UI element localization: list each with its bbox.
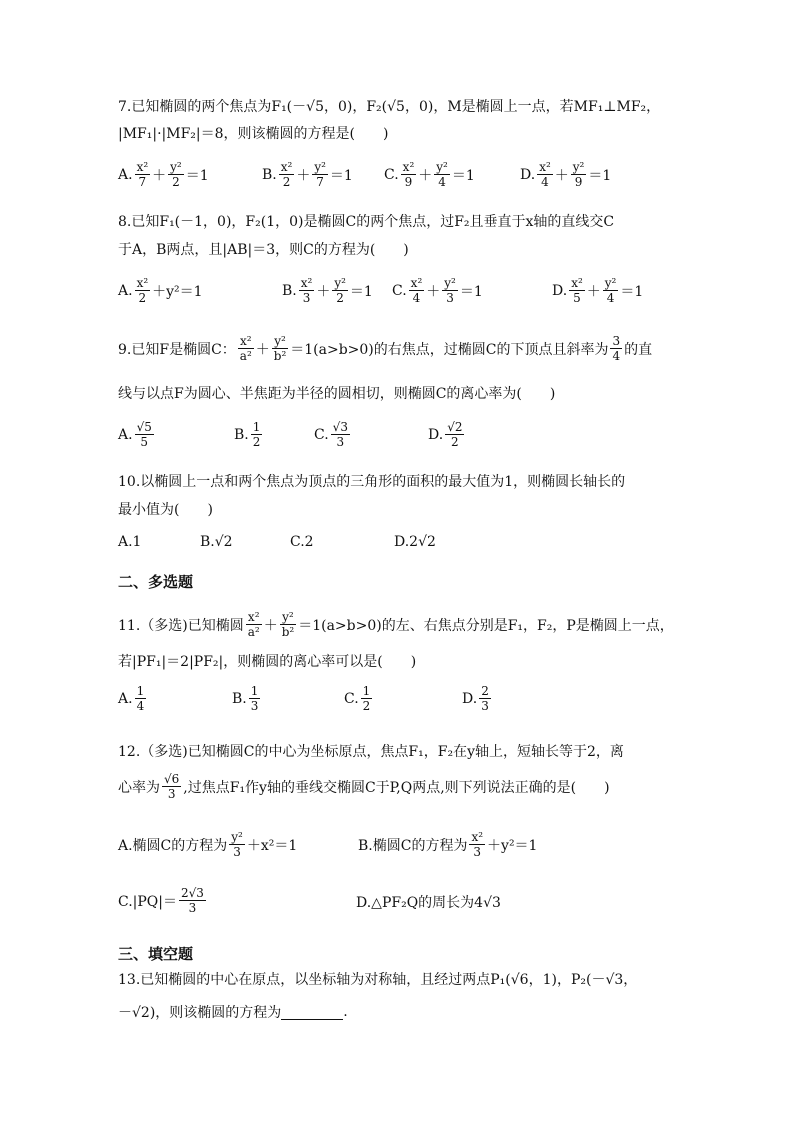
denominator: 7 (138, 175, 147, 189)
numerator: 1 (250, 684, 259, 698)
q11-text-post: ＝1(a>b>0)的左、右焦点分别是F₁，F₂，P是椭圆上一点， (298, 617, 674, 634)
q9-line1: 9.已知F是椭圆C： $\frac{\text{x²}}{\text{a²}}$ ＋ $\frac{\text{y²}}{\text{b²}}$ ＝1(a>b>0)的右焦点，过椭圆C的下顶点且斜率为 $\frac{3}{4}$ 的直 (118, 334, 653, 363)
equation-rhs: ＝1 (451, 167, 475, 184)
fraction (238, 334, 254, 363)
q9-text-pre: 9.已知F是椭圆C： (118, 341, 236, 358)
numerator: √3 (332, 420, 348, 434)
q13-text-pre: －√2)，则该椭圆的方程为 (118, 1005, 282, 1021)
option-label: D. (520, 166, 536, 183)
denominator: 4 (136, 699, 145, 713)
denominator: 5 (573, 291, 581, 305)
numerator: 2√3 (181, 886, 204, 900)
option-label: C. (384, 166, 399, 183)
fraction (135, 420, 154, 449)
q9-option-b[interactable] (234, 420, 264, 449)
fraction (179, 886, 206, 915)
option-label: A. (118, 690, 133, 707)
fraction (162, 772, 181, 801)
q8-line1: 8.已知F₁(－1，0)，F₂(1，0)是椭圆C的两个焦点，过F₂且垂直于x轴的直线交C (118, 214, 615, 230)
equation-rhs: ＝1 (329, 167, 353, 184)
denominator: 4 (541, 175, 549, 189)
denominator: 3 (302, 291, 311, 305)
denominator: 3 (473, 845, 482, 859)
denominator: 2 (172, 175, 180, 189)
denominator: 2 (252, 435, 261, 449)
fraction (610, 334, 622, 363)
option-text: A.椭圆C的方程为 (118, 837, 228, 854)
q8-option-c[interactable]: C. $\frac{\text{x²}}{4}$ ＋ $\frac{\text{y²}}{3}$ ＝1 (392, 276, 483, 305)
option-label: B. (262, 166, 277, 183)
section-heading-multiple-choice: 二、多选题 (118, 573, 194, 591)
option-label: D. (552, 282, 568, 299)
denominator: 3 (481, 699, 489, 713)
denominator: 9 (404, 175, 413, 189)
numerator: x² (247, 610, 260, 624)
denominator: 7 (316, 175, 324, 189)
q11-text-pre: 11.（多选)已知椭圆 (118, 617, 244, 634)
numerator: x² (239, 334, 252, 348)
denominator: 2 (138, 291, 147, 305)
q9-option-d[interactable] (428, 420, 466, 449)
fraction (571, 160, 587, 189)
q12-text-post: ,过焦点F₁作y轴的垂线交椭圆C于P,Q两点,则下列说法正确的是( ) (183, 779, 610, 796)
denominator: 3 (446, 291, 454, 305)
numerator: y² (334, 276, 346, 290)
q9-text-mid: ＝1(a>b>0)的右焦点，过椭圆C的下顶点且斜率为 (290, 341, 609, 358)
denominator: 4 (438, 175, 446, 189)
numerator: y² (231, 830, 243, 844)
numerator: x² (571, 276, 583, 290)
fraction (135, 160, 151, 189)
denominator: a² (247, 625, 260, 639)
denominator: 4 (606, 291, 615, 305)
answer-blank[interactable] (281, 1005, 343, 1020)
q7-option-b[interactable]: B. $\frac{\text{x²}}{2}$ ＋ $\frac{\text{y²}}{7}$ ＝1 (262, 160, 353, 189)
q11-option-d[interactable] (462, 684, 493, 713)
option-text: ＋y²＝1 (487, 837, 538, 854)
option-label: B. (234, 426, 249, 443)
numerator: x² (410, 276, 423, 290)
fraction (299, 276, 315, 305)
numerator: y² (274, 334, 286, 348)
fraction (135, 276, 151, 305)
option-label: B. (232, 690, 247, 707)
numerator: √2 (447, 420, 463, 434)
q8-option-d[interactable]: D. $\frac{\text{x²}}{5}$ ＋ $\frac{\text{y²}}{4}$ ＝1 (552, 276, 644, 305)
option-label: A. (118, 282, 133, 299)
denominator: 2 (451, 435, 459, 449)
option-label: A. (118, 166, 133, 183)
fraction (168, 160, 184, 189)
fraction (332, 276, 348, 305)
q12-line1: 12.（多选)已知椭圆C的中心为坐标原点，焦点F₁，F₂在y轴上，短轴长等于2，离 (118, 744, 624, 760)
numerator: y² (572, 160, 585, 174)
q7-line2: |MF₁|·|MF₂|＝8，则该椭圆的方程是( ) (118, 126, 389, 142)
numerator: y² (282, 610, 294, 624)
fraction (479, 684, 491, 713)
numerator: y² (604, 276, 617, 290)
fraction (280, 610, 297, 639)
numerator: y² (314, 160, 326, 174)
q7-line1: 7.已知椭圆的两个焦点为F₁(－√5，0)，F₂(√5，0)，M是椭圆上一点，若MF₁⊥MF₂， (118, 99, 661, 115)
denominator: 3 (250, 699, 259, 713)
equation-rhs: ＝1 (459, 283, 483, 300)
denominator: a² (239, 349, 252, 363)
q10-line1: 10.以椭圆上一点和两个焦点为顶点的三角形的面积的最大值为1，则椭圆长轴长的 (118, 474, 626, 490)
fraction (331, 420, 350, 449)
option-text: C.|PQ|＝ (118, 893, 177, 910)
q11-option-b[interactable] (232, 684, 262, 713)
fraction (603, 276, 619, 305)
fraction (246, 610, 262, 639)
fraction (272, 334, 289, 363)
equation-rhs: ＝1 (620, 283, 644, 300)
option-label: C. (392, 282, 407, 299)
fraction (537, 160, 553, 189)
equation-rhs: ＝1 (349, 283, 373, 300)
q7-option-c[interactable]: C. $\frac{\text{x²}}{9}$ ＋ $\frac{\text{y²}}{4}$ ＝1 (384, 160, 475, 189)
option-text: ＋x²＝1 (246, 837, 298, 854)
fraction (442, 276, 458, 305)
numerator: x² (136, 160, 149, 174)
numerator: y² (444, 276, 456, 290)
denominator: 3 (233, 845, 241, 859)
q9-line2: 线与以点F为圆心、半焦距为半径的圆相切，则椭圆C的离心率为( ) (118, 386, 556, 402)
fraction (469, 830, 485, 859)
numerator: 1 (362, 684, 371, 698)
denominator: 3 (188, 901, 197, 915)
numerator: x² (471, 830, 484, 844)
fraction (312, 160, 328, 189)
numerator: 3 (612, 334, 621, 348)
option-label: D. (428, 426, 444, 443)
q10-option-c[interactable]: C.2 (290, 534, 314, 550)
q12-line2 (118, 772, 610, 801)
section-heading-fill-in: 三、填空题 (118, 945, 194, 963)
q11-line2: 若|PF₁|＝2|PF₂|，则椭圆的离心率可以是( ) (118, 654, 417, 670)
fraction (249, 684, 261, 713)
option-label: D. (462, 690, 478, 707)
q11-option-c[interactable] (344, 684, 374, 713)
q7-option-a[interactable]: A. $\frac{\text{x²}}{7}$ ＋ $\frac{\text{y²}}{2}$ ＝1 (118, 160, 209, 189)
q10-option-a[interactable]: A.1 (118, 534, 142, 550)
option-text: B.椭圆C的方程为 (358, 837, 468, 854)
fraction (279, 160, 295, 189)
equation-rhs: ＋y²＝1 (152, 283, 203, 300)
fraction (445, 420, 464, 449)
denominator: 3 (167, 787, 176, 801)
fraction (401, 160, 417, 189)
q9-text-post: 的直 (624, 341, 653, 358)
equation-rhs: ＝1 (588, 167, 612, 184)
numerator: x² (402, 160, 415, 174)
denominator: b² (281, 625, 295, 639)
denominator: 3 (336, 435, 345, 449)
fraction (229, 830, 245, 859)
fraction (135, 684, 147, 713)
numerator: x² (539, 160, 551, 174)
denominator: 2 (282, 175, 291, 189)
numerator: y² (170, 160, 182, 174)
denominator: 2 (362, 699, 371, 713)
q12-option-c[interactable] (118, 886, 208, 915)
option-label: B. (282, 282, 297, 299)
q9-option-a[interactable] (118, 420, 156, 449)
q10-option-b[interactable]: B.√2 (200, 534, 233, 550)
q13-line2 (118, 1002, 348, 1022)
numerator: 1 (252, 420, 261, 434)
q8-option-b[interactable]: B. $\frac{\text{x²}}{3}$ ＋ $\frac{\text{y²}}{2}$ ＝1 (282, 276, 373, 305)
denominator: 2 (336, 291, 344, 305)
numerator: x² (136, 276, 149, 290)
denominator: b² (273, 349, 287, 363)
q9-option-c[interactable] (314, 420, 352, 449)
q12-text-pre: 心率为 (118, 779, 160, 796)
fraction (434, 160, 450, 189)
fraction (569, 276, 585, 305)
fraction (251, 420, 263, 449)
numerator: √5 (136, 420, 152, 434)
numerator: x² (280, 160, 293, 174)
q11-option-a[interactable] (118, 684, 148, 713)
q10-line2: 最小值为( ) (118, 502, 213, 518)
numerator: √6 (164, 772, 180, 786)
denominator: 4 (412, 291, 421, 305)
fraction (409, 276, 425, 305)
q11-line1: 11.（多选)已知椭圆 $\frac{\text{x²}}{\text{a²}}$ ＋ $\frac{\text{y²}}{\text{b²}}$ ＝1(a>b>0)的左、右焦点分别是F₁，F₂，P是椭圆上一点， (118, 610, 674, 639)
numerator: y² (436, 160, 448, 174)
q13-text-post: . (343, 1004, 348, 1020)
denominator: 9 (574, 175, 583, 189)
numerator: 2 (481, 684, 489, 698)
q8-option-a[interactable] (118, 276, 203, 305)
q12-option-a[interactable] (118, 830, 297, 859)
q8-line2: 于A，B两点，且|AB|＝3，则C的方程为( ) (118, 242, 409, 258)
q10-option-d[interactable]: D.2√2 (394, 534, 436, 550)
option-label: C. (314, 426, 329, 443)
fraction (361, 684, 373, 713)
option-label: A. (118, 426, 133, 443)
denominator: 4 (612, 349, 621, 363)
q12-option-d[interactable]: D.△PF₂Q的周长为4√3 (356, 895, 501, 911)
numerator: x² (300, 276, 313, 290)
q12-option-b[interactable] (358, 830, 537, 859)
q7-option-d[interactable]: D. $\frac{\text{x²}}{4}$ ＋ $\frac{\text{y²}}{9}$ ＝1 (520, 160, 612, 189)
q13-line1: 13.已知椭圆的中心在原点，以坐标轴为对称轴，且经过两点P₁(√6，1)，P₂(－√3， (118, 972, 638, 988)
numerator: 1 (136, 684, 145, 698)
option-label: C. (344, 690, 359, 707)
equation-rhs: ＝1 (185, 167, 209, 184)
denominator: 5 (140, 435, 149, 449)
